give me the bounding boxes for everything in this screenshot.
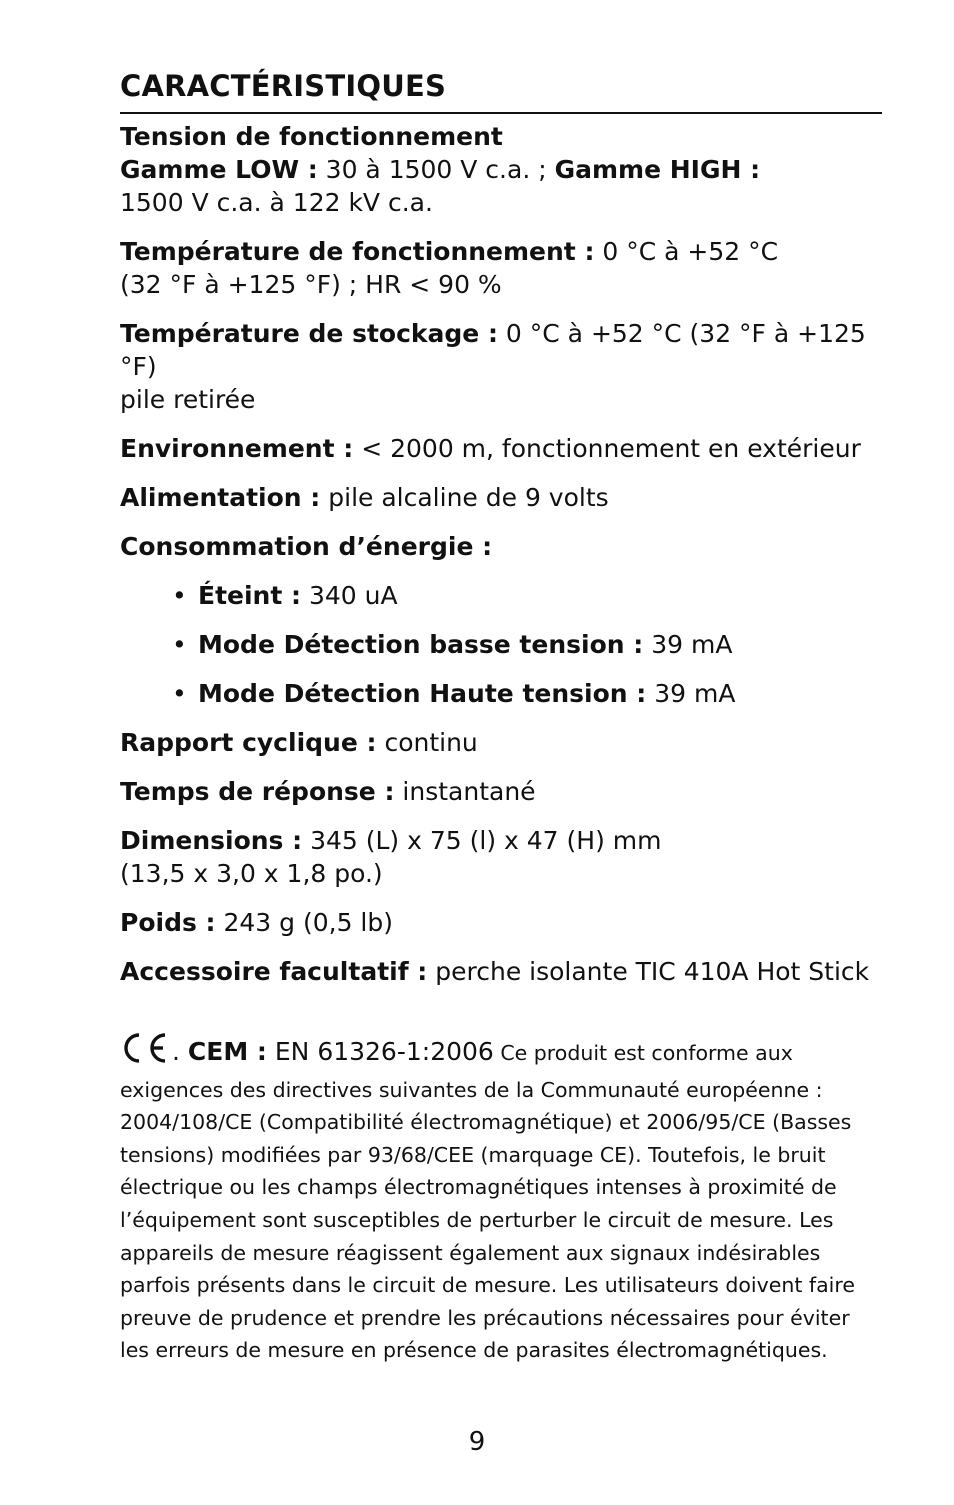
- spec-alimentation: [120, 481, 882, 514]
- spec-value: pile retirée: [120, 385, 256, 414]
- spec-value: 0 °C à +52 °C: [594, 237, 779, 266]
- spec-label: Rapport cyclique :: [120, 728, 377, 757]
- spec-value: 0 °C à +52 °C (32 °F à +125 °F): [120, 319, 866, 381]
- spec-value: 345 (L) x 75 (l) x 47 (H) mm: [302, 826, 662, 855]
- page-number: 9: [468, 1427, 486, 1457]
- page-title: CARACTÉRISTIQUES: [120, 69, 447, 103]
- title-divider: [120, 112, 882, 114]
- spec-dimensions: [120, 824, 882, 890]
- spec-label: Température de fonctionnement :: [120, 237, 595, 266]
- spec-value: continu: [376, 728, 478, 757]
- spec-value: 1500 V c.a. à 122 kV c.a.: [120, 188, 433, 217]
- cem-label: CEM :: [187, 1037, 267, 1066]
- spec-label: Gamme HIGH :: [554, 155, 761, 184]
- list-item: [172, 677, 882, 710]
- spec-label: Environnement :: [120, 434, 354, 463]
- specifications-page: [120, 66, 882, 1387]
- spec-label: Temps de réponse :: [120, 777, 395, 806]
- spec-label: Poids :: [120, 908, 216, 937]
- cem-standard: EN 61326-1:2006: [266, 1037, 494, 1066]
- spec-value: 243 g (0,5 lb): [215, 908, 394, 937]
- spec-label: Éteint :: [198, 581, 302, 610]
- spec-value: instantané: [394, 777, 536, 806]
- spec-value: (13,5 x 3,0 x 1,8 po.): [120, 859, 383, 888]
- spec-value: < 2000 m, fonctionnement en extérieur: [353, 434, 861, 463]
- cem-text: Ce produit est conforme aux exigences des directives suivantes de la Communauté européenne : 2004/108/CE (Compatibilité électromagnétique) et 2006/95/CE (Basses tensions) modifiées par 93/68/CEE (marquage CE). Toutefois, le bruit électrique ou les champs électromagnétiques intenses à proximité de l’équipement sont susceptibles de perturber le circuit de mesure. Les appareils de mesure réagissent également aux signaux indésirables parfois présents dans le circuit de mesure. Les utilisateurs doivent faire preuve de prudence et prendre les précautions nécessaires pour éviter les erreurs de mesure en présence de parasites électromagnétiques.: [120, 1041, 855, 1363]
- spec-label: Mode Détection Haute tension :: [198, 679, 647, 708]
- spec-temp-fonctionnement: [120, 235, 882, 301]
- spec-tension: [120, 120, 882, 219]
- spec-label: Tension de fonctionnement: [120, 122, 503, 151]
- spec-label: Alimentation :: [120, 483, 321, 512]
- spec-label: Mode Détection basse tension :: [198, 630, 644, 659]
- list-item: [172, 628, 882, 661]
- spec-label: Consommation d’énergie :: [120, 532, 493, 561]
- spec-rapport-cyclique: [120, 726, 882, 759]
- spec-temps-reponse: [120, 775, 882, 808]
- spec-temp-stockage: [120, 317, 882, 416]
- spec-label: Dimensions :: [120, 826, 303, 855]
- spec-accessoire: [120, 955, 882, 988]
- consommation-list: [120, 579, 882, 710]
- spec-value: 39 mA: [646, 679, 736, 708]
- ce-mark-icon: [120, 1032, 170, 1074]
- spec-value: 39 mA: [643, 630, 733, 659]
- spec-value: 340 uA: [301, 581, 398, 610]
- spec-value: perche isolante TIC 410A Hot Stick: [427, 957, 870, 986]
- spec-label: Température de stockage :: [120, 319, 498, 348]
- spec-environnement: [120, 432, 882, 465]
- cem-paragraph: . CEM : EN 61326-1:2006 Ce produit est conforme aux exigences des directives suivantes de la Communauté européenne : 2004/108/CE (Compatibilité électromagnétique) et 2006/95/CE (Basses tensions) modifiées par 93/68/CEE (marquage CE). Toutefois, le bruit électrique ou les champs électromagnétiques intenses à proximité de l’équipement sont susceptibles de perturber le circuit de mesure. Les appareils de mesure réagissent également aux signaux indésirables parfois présents dans le circuit de mesure. Les utilisateurs doivent faire preuve de prudence et prendre les précautions nécessaires pour éviter les erreurs de mesure en présence de parasites électromagnétiques.: [120, 1032, 882, 1367]
- spec-value: pile alcaline de 9 volts: [320, 483, 609, 512]
- spec-value: 30 à 1500 V c.a. ;: [317, 155, 555, 184]
- spec-consommation: [120, 530, 882, 563]
- spec-value: (32 °F à +125 °F) ; HR < 90 %: [120, 270, 502, 299]
- spec-label: Accessoire facultatif :: [120, 957, 428, 986]
- spec-label: Gamme LOW :: [120, 155, 318, 184]
- list-item: [172, 579, 882, 612]
- spec-poids: [120, 906, 882, 939]
